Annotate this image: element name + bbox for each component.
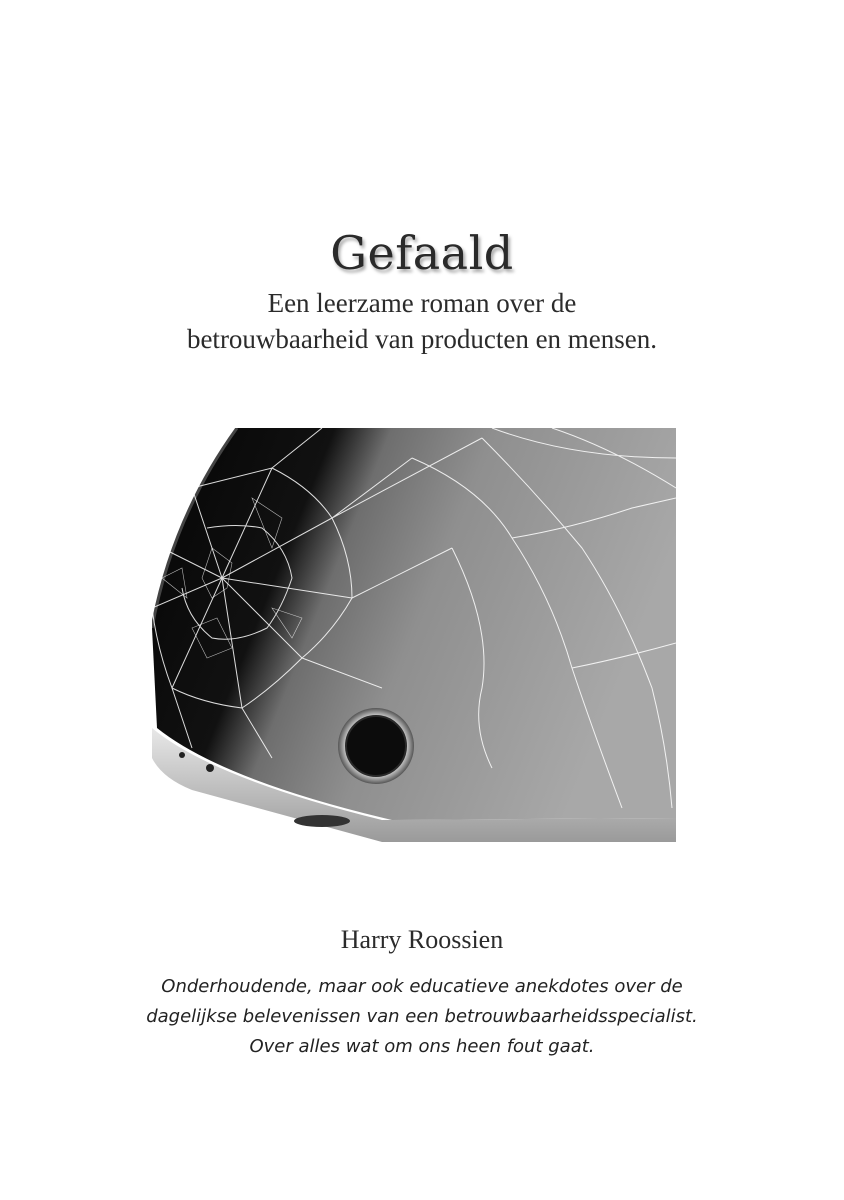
cracked-phone-image — [152, 428, 676, 842]
book-blurb — [0, 972, 844, 1062]
book-title: Gefaald — [330, 225, 514, 280]
subtitle-line: Een leerzame roman over de — [267, 288, 577, 318]
phone-screen — [152, 428, 676, 820]
subtitle-line: betrouwbaarheid van producten en mensen. — [186, 324, 658, 354]
author-name: Harry Roossien — [340, 925, 504, 954]
blurb-line: dagelijkse belevenissen van een betrouwbaarheidsspecialist. — [146, 1006, 698, 1027]
book-subtitle — [0, 285, 844, 357]
blurb-line: Over alles wat om ons heen fout gaat. — [249, 1036, 595, 1057]
blurb-line: Onderhoudende, maar ook educatieve anekdotes over de — [161, 976, 683, 997]
